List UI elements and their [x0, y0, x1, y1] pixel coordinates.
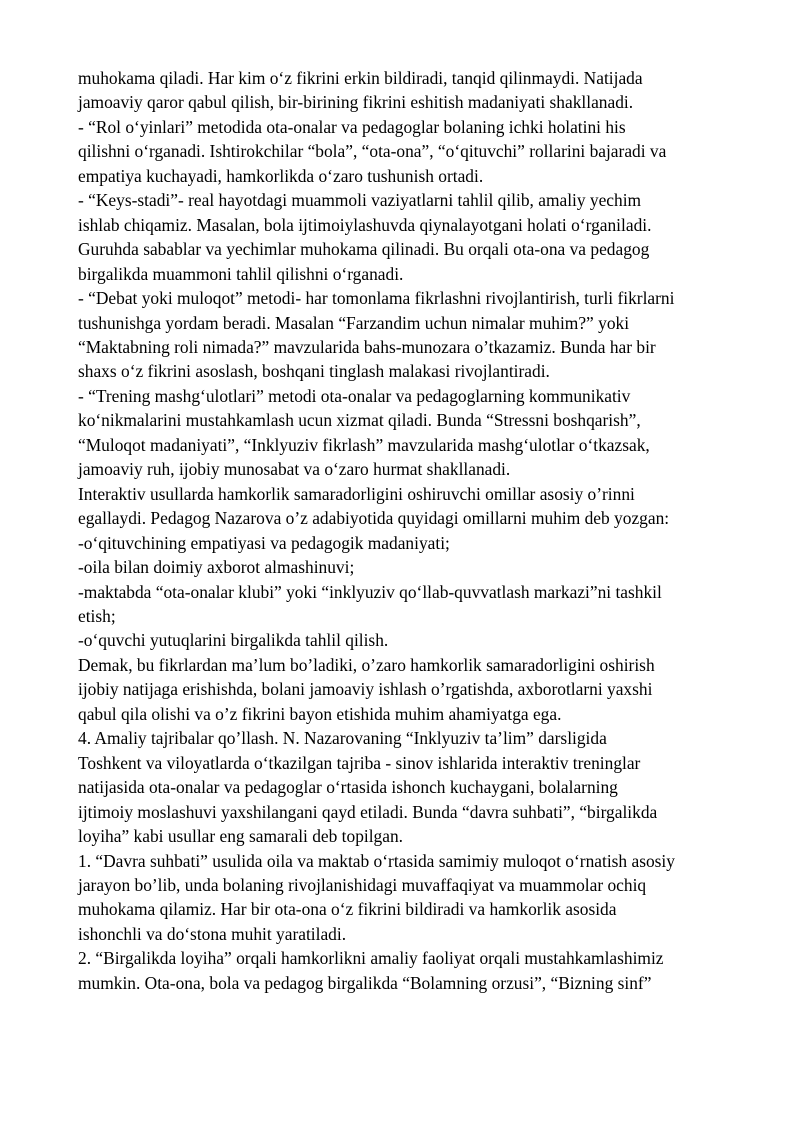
text-line: -oila bilan doimiy axborot almashinuvi; — [78, 557, 355, 578]
text-line: - “Keys-stadi”- real hayotdagi muammoli vaziyatlarni tahlil qilib, amaliy yechim — [78, 190, 642, 211]
text-line: jamoaviy qaror qabul qilish, bir-birining fikrini eshitish madaniyati shakllanadi. — [78, 92, 634, 113]
text-line: qilishni o‘rganadi. Ishtirokchilar “bola”, “ota-ona”, “o‘qituvchi” rollarini bajaradi va — [78, 141, 667, 162]
text-line: empatiya kuchayadi, hamkorlikda o‘zaro tushunish ortadi. — [78, 165, 484, 186]
text-line: shaxs o‘z fikrini asoslash, boshqani tinglash malakasi rivojlantiradi. — [78, 361, 550, 382]
text-line: Demak, bu fikrlardan ma’lum bo’ladiki, o’zaro hamkorlik samaradorligini oshirish — [78, 654, 655, 675]
text-line: “Maktabning roli nimada?” mavzularida bahs-munozara o’tkazamiz. Bunda har bir — [78, 336, 656, 357]
text-line: ko‘nikmalarini mustahkamlash ucun xizmat qiladi. Bunda “Stressni boshqarish”, — [78, 410, 641, 431]
text-line: - “Debat yoki muloqot” metodi- har tomonlama fikrlashni rivojlantirish, turli fikrlarni — [78, 288, 675, 309]
text-line: ishonchli va do‘stona muhit yaratiladi. — [78, 923, 347, 944]
text-line: -o‘qituvchining empatiyasi va pedagogik madaniyati; — [78, 532, 450, 553]
document-page — [78, 66, 728, 995]
text-line: tushunishga yordam beradi. Masalan “Farzandim uchun nimalar muhim?” yoki — [78, 312, 630, 333]
text-line: birgalikda muammoni tahlil qilishni o‘rganadi. — [78, 263, 404, 284]
text-line: loyiha” kabi usullar eng samarali deb topilgan. — [78, 826, 404, 847]
text-line: 1. “Davra suhbati” usulida oila va maktab o‘rtasida samimiy muloqot o‘rnatish asosiy — [78, 850, 675, 871]
text-line: 2. “Birgalikda loyiha” orqali hamkorlikni amaliy faoliyat orqali mustahkamlashimiz — [78, 948, 664, 969]
text-line: - “Trening mashg‘ulotlari” metodi ota-onalar va pedagoglarning kommunikativ — [78, 385, 631, 406]
text-line: muhokama qiladi. Har kim o‘z fikrini erkin bildiradi, tanqid qilinmaydi. Natijada — [78, 68, 643, 88]
text-line: ijobiy natijaga erishishda, bolani jamoaviy ishlash o’rgatishda, axborotlarni yaxshi — [78, 679, 653, 700]
text-line: Interaktiv usullarda hamkorlik samaradorligini oshiruvchi omillar asosiy o’rinni — [78, 483, 635, 504]
text-line: Guruhda sabablar va yechimlar muhokama qilinadi. Bu orqali ota-ona va pedagog — [78, 239, 650, 260]
text-line: -o‘quvchi yutuqlarini birgalikda tahlil qilish. — [78, 630, 389, 651]
text-line: muhokama qilamiz. Har bir ota-ona o‘z fikrini bildiradi va hamkorlik asosida — [78, 899, 617, 920]
text-line: jamoaviy ruh, ijobiy munosabat va o‘zaro hurmat shakllanadi. — [78, 459, 511, 480]
text-line: “Muloqot madaniyati”, “Inklyuziv fikrlash” mavzularida mashg‘ulotlar o‘tkazsak, — [78, 434, 650, 455]
text-line: Toshkent va viloyatlarda o‘tkazilgan tajriba - sinov ishlarida interaktiv treninglar — [78, 752, 641, 773]
text-line: egallaydi. Pedagog Nazarova o’z adabiyotida quyidagi omillarni muhim deb yozgan: — [78, 508, 670, 529]
text-line: ishlab chiqamiz. Masalan, bola ijtimoiylashuvda qiynalayotgani holati o‘rganiladi. — [78, 214, 652, 235]
text-line: qabul qila olishi va o’z fikrini bayon etishida muhim ahamiyatga ega. — [78, 703, 562, 724]
text-line: jarayon bo’lib, unda bolaning rivojlanishidagi muvaffaqiyat va muammolar ochiq — [78, 874, 647, 895]
text-line: mumkin. Ota-ona, bola va pedagog birgalikda “Bolamning orzusi”, “Bizning sinf” — [78, 972, 652, 993]
text-line: ijtimoiy moslashuvi yaxshilangani qayd etiladi. Bunda “davra suhbati”, “birgalikda — [78, 801, 658, 822]
text-line: - “Rol o‘yinlari” metodida ota-onalar va pedagoglar bolaning ichki holatini his — [78, 116, 626, 137]
text-line: -maktabda “ota-onalar klubi” yoki “inklyuziv qo‘llab-quvvatlash markazi”ni tashkil — [78, 581, 662, 602]
text-line: natijasida ota-onalar va pedagoglar o‘rtasida ishonch kuchaygani, bolalarning — [78, 777, 618, 798]
text-line: etish; — [78, 605, 116, 626]
text-line: 4. Amaliy tajribalar qo’llash. N. Nazarovaning “Inklyuziv ta’lim” darsligida — [78, 728, 607, 749]
